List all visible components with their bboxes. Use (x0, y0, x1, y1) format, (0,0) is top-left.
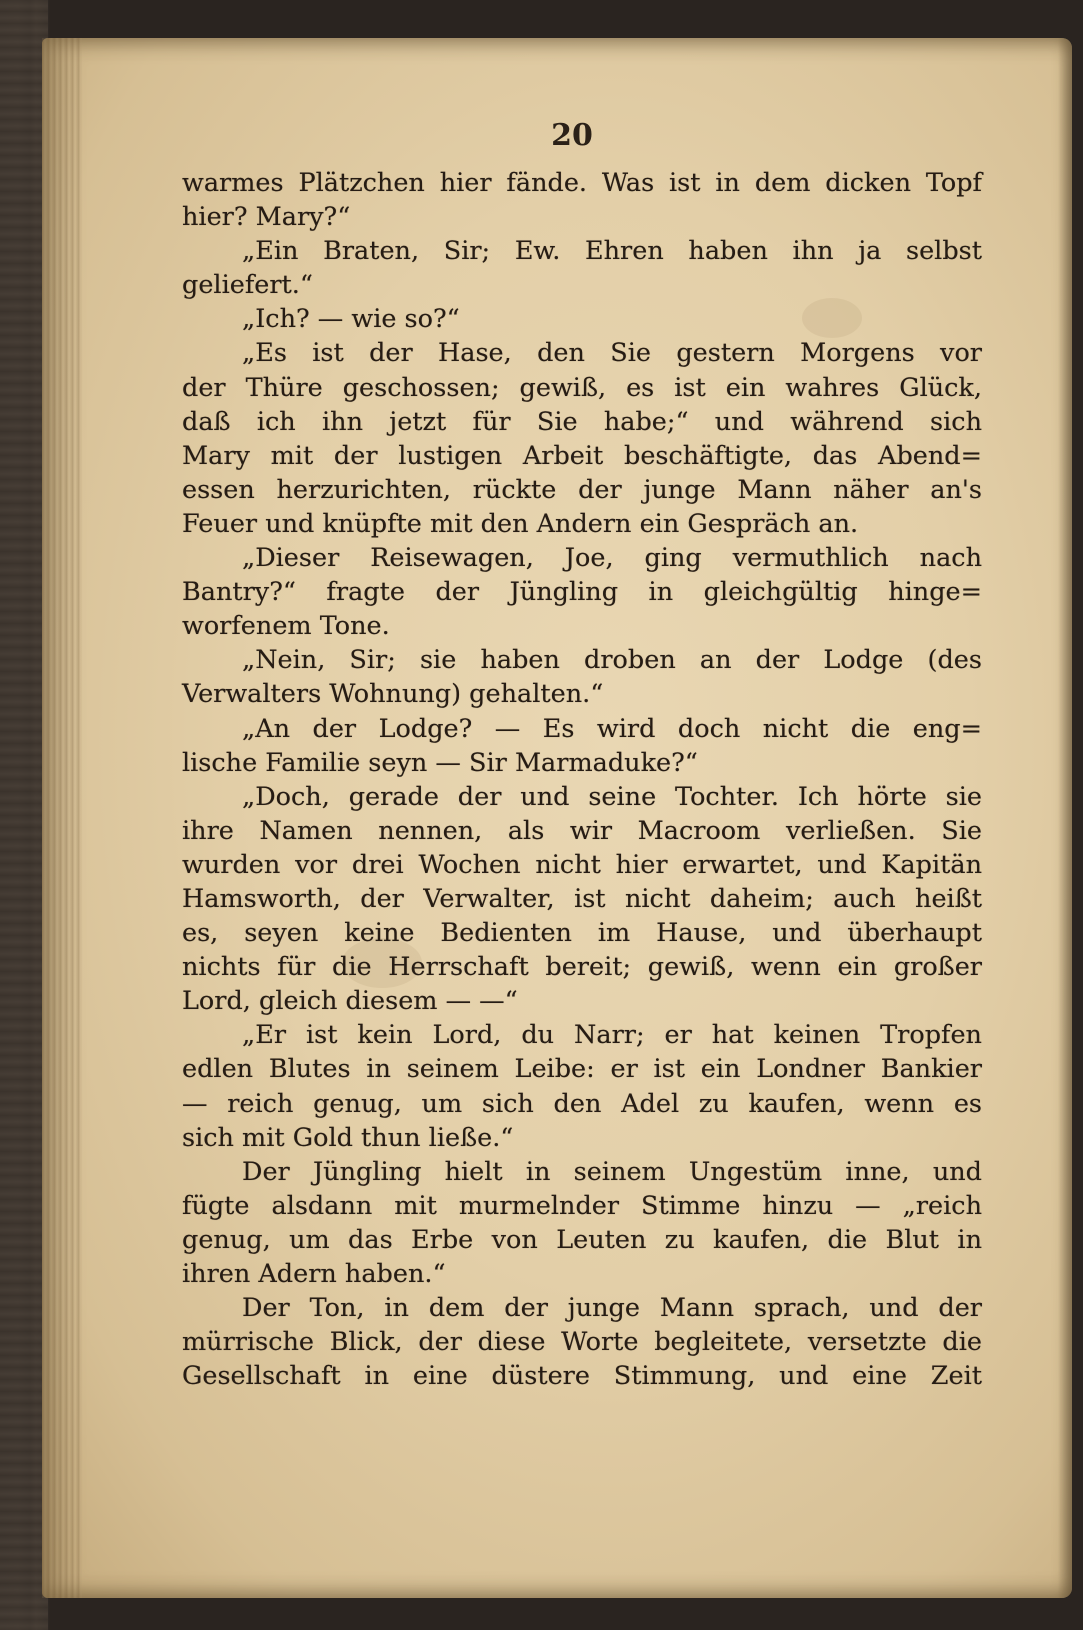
text-line: worfenem Tone. (182, 611, 390, 642)
text-line: ihren Adern haben.“ (182, 1259, 446, 1289)
text-line: Feuer und knüpfte mit den Andern ein Gespräch an. (182, 508, 859, 539)
text-line: ihre Namen nennen, als wir Macroom verließen. Sie (182, 815, 982, 846)
page-number: 20 (551, 118, 593, 153)
page-gutter (42, 38, 82, 1598)
body-text (182, 166, 982, 1393)
text-line: nichts für die Herrschaft bereit; gewiß, wenn ein großer (182, 952, 982, 983)
book-page (42, 38, 1072, 1598)
text-line: hier? Mary?“ (182, 202, 351, 233)
text-line: fügte alsdann mit murmelnder Stimme hinzu — „reich (182, 1190, 982, 1221)
text-line: „Doch, gerade der und seine Tochter. Ich hörte sie (242, 781, 982, 812)
text-line: genug, um das Erbe von Leuten zu kaufen, die Blut in (182, 1224, 982, 1255)
text-line: Der Jüngling hielt in seinem Ungestüm inne, und (242, 1156, 982, 1187)
text-line: Gesellschaft in eine düstere Stimmung, und eine Zeit (182, 1361, 982, 1392)
text-line: wurden vor drei Wochen nicht hier erwartet, und Kapitän (182, 849, 982, 880)
text-line: „Er ist kein Lord, du Narr; er hat keinen Tropfen (242, 1020, 982, 1051)
text-line: Der Ton, in dem der junge Mann sprach, und der (242, 1293, 982, 1324)
text-line: „Es ist der Hase, den Sie gestern Morgens vor (242, 338, 982, 369)
text-line: lische Familie seyn — Sir Marmaduke?“ (182, 747, 698, 778)
text-line: geliefert.“ (182, 270, 313, 301)
page-edge (1058, 38, 1072, 1598)
text-line: mürrische Blick, der diese Worte begleitete, versetzte die (182, 1327, 982, 1358)
text-line: „Dieser Reisewagen, Joe, ging vermuthlich nach (242, 543, 982, 574)
text-line: Verwalters Wohnung) gehalten.“ (182, 679, 604, 710)
text-line: essen herzurichten, rückte der junge Mann näher an's (182, 474, 982, 505)
book-spine (0, 0, 48, 1630)
text-line: „Ich? — wie so?“ (242, 304, 460, 335)
text-line: Hamsworth, der Verwalter, ist nicht daheim; auch heißt (182, 883, 982, 914)
text-line: Lord, gleich diesem — —“ (182, 986, 518, 1017)
text-line: sich mit Gold thun ließe.“ (182, 1122, 514, 1153)
text-line: der Thüre geschossen; gewiß, es ist ein wahres Glück, (182, 372, 982, 403)
text-line: es, seyen keine Bedienten im Hause, und überhaupt (182, 918, 982, 949)
text-line: Mary mit der lustigen Arbeit beschäftigte, das Abend= (182, 440, 982, 471)
text-line: — reich genug, um sich den Adel zu kaufen, wenn es (182, 1088, 982, 1119)
text-line: daß ich ihn jetzt für Sie habe;“ und während sich (182, 406, 982, 437)
text-line: „An der Lodge? — Es wird doch nicht die eng= (242, 713, 982, 744)
text-line: Bantry?“ fragte der Jüngling in gleichgültig hinge= (182, 577, 982, 608)
text-line: „Ein Braten, Sir; Ew. Ehren haben ihn ja selbst (242, 236, 982, 267)
text-line: „Nein, Sir; sie haben droben an der Lodge (des (242, 645, 982, 676)
text-line: edlen Blutes in seinem Leibe: er ist ein Londner Bankier (182, 1054, 982, 1085)
text-line: warmes Plätzchen hier fände. Was ist in dem dicken Topf (182, 168, 982, 198)
